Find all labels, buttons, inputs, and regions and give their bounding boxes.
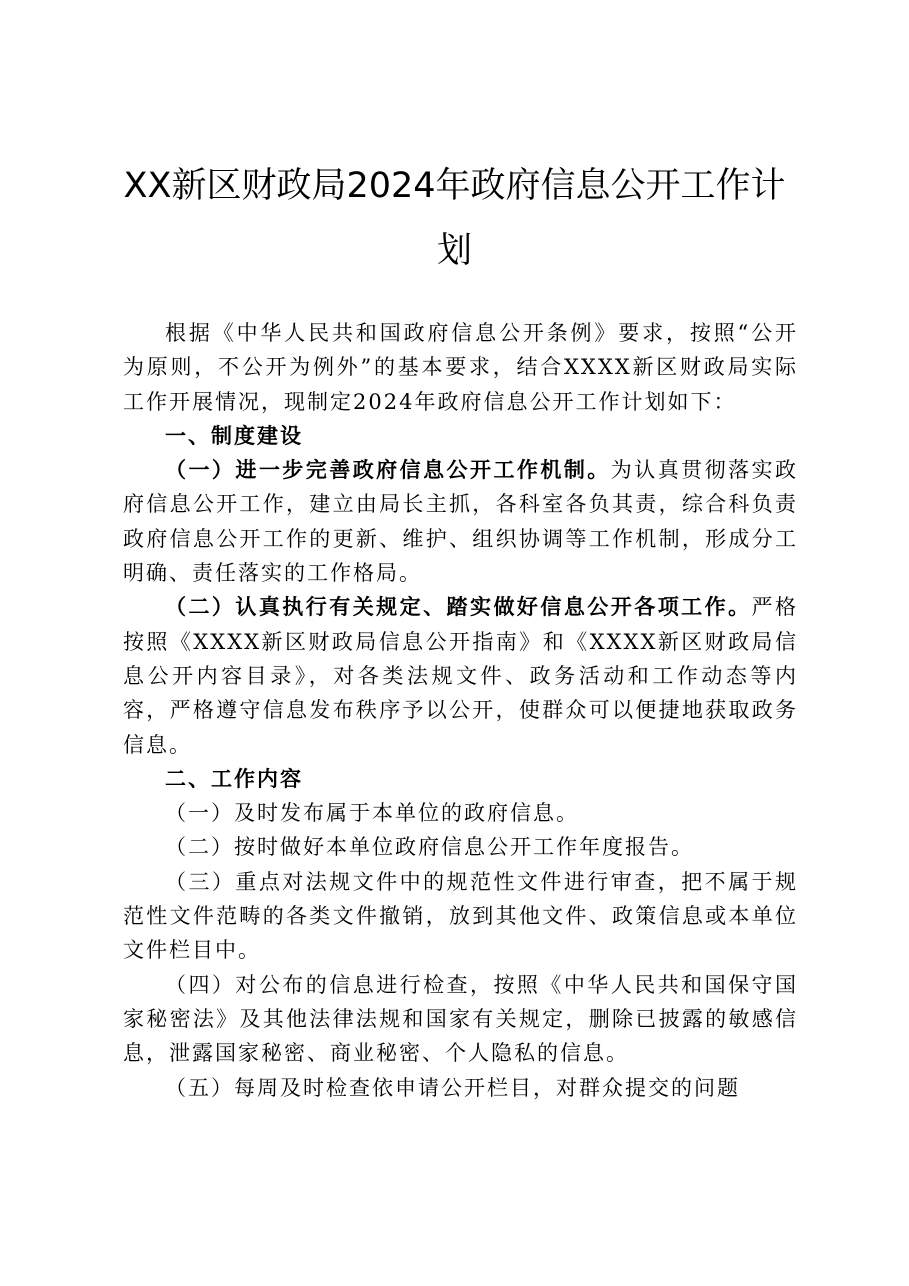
intro-paragraph: 根据《中华人民共和国政府信息公开条例》要求，按照“公开为原则，不公开为例外”的基本要求，结合XXXX新区财政局实际工作开展情况，现制定2024年政府信息公开工作计划如下： bbox=[123, 321, 798, 414]
section-heading-work-content: 二、工作内容 bbox=[165, 766, 303, 791]
document-title-line-2: 划 bbox=[436, 231, 472, 271]
section2-item3-paragraph: （三）重点对法规文件中的规范性文件进行审查，把不属于规范性文件范畴的各类文件撤销，放到其他文件、政策信息或本单位文件栏目中。 bbox=[123, 869, 798, 963]
section1-item2-body: 严格按照《XXXX新区财政局信息公开指南》和《XXXX新区财政局信息公开内容目录》，对各类法规文件、政务活动和工作动态等内容，严格遵守信息发布秩序予以公开，使群众可以便捷地获取政务信息。 bbox=[123, 595, 799, 757]
document-title-line-1: XX新区财政局2024年政府信息公开工作计 bbox=[123, 166, 786, 206]
document-body bbox=[123, 316, 798, 1105]
section2-item2-paragraph: （二）按时做好本单位政府信息公开工作年度报告。 bbox=[165, 835, 694, 860]
section-heading-system-building: 一、制度建设 bbox=[165, 423, 303, 448]
section1-item1-body: 为认真贯彻落实政府信息公开工作，建立由局长主抓，各科室各负其责，综合科负责政府信息公开工作的更新、维护、组织协调等工作机制，形成分工明确、责任落实的工作格局。 bbox=[123, 458, 799, 586]
section1-item1-lead: （一）进一步完善政府信息公开工作机制。 bbox=[165, 457, 611, 483]
section1-item2-lead: （二）认真执行有关规定、踏实做好信息公开各项工作。 bbox=[165, 594, 752, 620]
section1-item2-paragraph bbox=[123, 590, 798, 761]
section2-item4-paragraph: （四）对公布的信息进行检查，按照《中华人民共和国保守国家秘密法》及其他法律法规和国家有关规定，删除已披露的敏感信息，泄露国家秘密、商业秘密、个人隐私的信息。 bbox=[123, 972, 798, 1066]
section1-item1-paragraph bbox=[123, 453, 798, 590]
section2-item1-paragraph: （一）及时发布属于本单位的政府信息。 bbox=[165, 801, 579, 826]
section2-item5-paragraph: （五）每周及时检查依申请公开栏目，对群众提交的问题 bbox=[165, 1075, 740, 1100]
